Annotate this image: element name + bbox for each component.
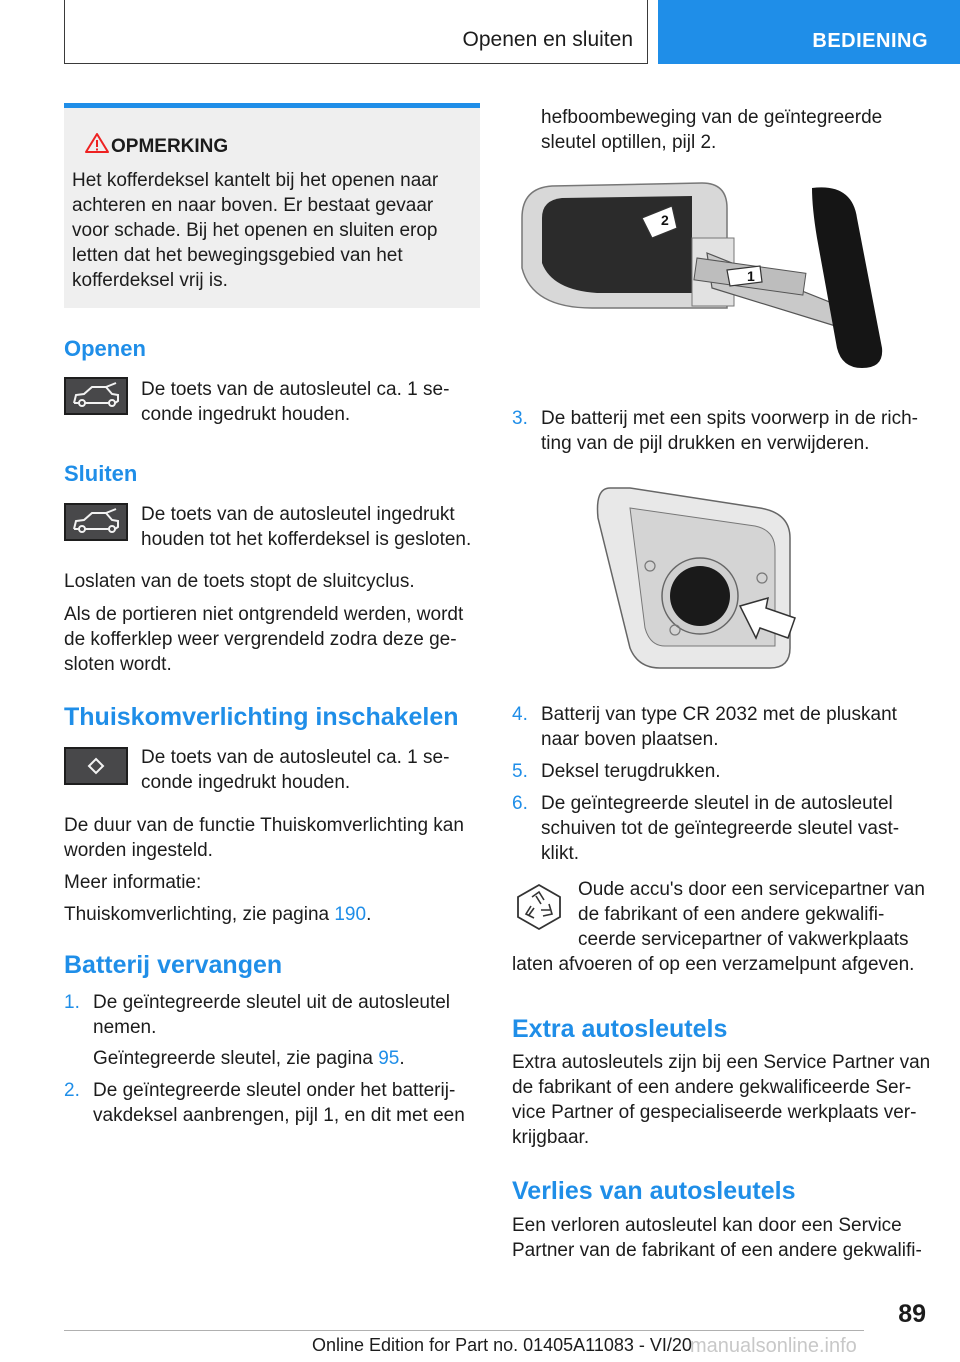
page-number: 89	[898, 1300, 926, 1328]
step-number: 1.	[64, 992, 80, 1013]
thuis-p2: Meer informatie:	[64, 872, 202, 893]
thuis-line1: De toets van de autosleutel ca. 1 se-	[141, 747, 450, 768]
header-title: Openen en sluiten	[462, 28, 633, 51]
thuis-ref-text: Thuiskomverlichting, zie pagina	[64, 904, 335, 925]
sluiten-p2: Als de portieren niet ontgrendeld werden, wordt de kofferklep weer vergrendeld zodra deze ge-sloten wordt.	[64, 604, 464, 675]
thuis-heading: Thuiskomverlichting inschakelen	[64, 703, 459, 731]
note-text: Het kofferdeksel kantelt bij het openen naar achteren en naar boven. Er bestaat gevaar voor schade. Bij het openen en sluiten erop letten dat het bewegingsgebied van het kofferdeksel vrij is.	[72, 170, 439, 291]
step-text: De geïntegreerde sleutel in de autosleutel schuiven tot de geïntegreerde sleutel vast-klikt.	[541, 793, 900, 864]
sluiten-p1: Loslaten van de toets stopt de sluitcyclus.	[64, 571, 415, 592]
note-label: OPMERKING	[111, 136, 229, 157]
openen-line2: conde ingedrukt houden.	[141, 404, 351, 425]
trunk-key-button-icon	[64, 377, 128, 415]
arrow-label: 2	[661, 212, 669, 228]
thuis-ref-suffix: .	[366, 904, 372, 925]
step1-ref-link[interactable]: 95	[378, 1048, 400, 1069]
step-number: 5.	[512, 761, 528, 782]
batterij-heading: Batterij vervangen	[64, 951, 283, 979]
step-number: 6.	[512, 793, 528, 814]
step-text: Deksel terugdrukken.	[541, 761, 721, 782]
note-box	[64, 103, 480, 308]
step-text: Batterij van type CR 2032 met de pluskant naar boven plaatsen.	[541, 704, 897, 750]
step1-ref	[93, 1046, 405, 1071]
sluiten-heading: Sluiten	[64, 461, 138, 486]
battery-removal-illustration	[590, 478, 820, 678]
step2-continuation: hefboombeweging van de geïntegreerde sleutel optillen, pijl 2.	[541, 107, 883, 153]
thuis-ref	[64, 902, 371, 927]
key-removal-illustration	[512, 178, 912, 378]
openen-line1: De toets van de autosleutel ca. 1 se-	[141, 379, 450, 400]
header-title-box	[64, 0, 648, 64]
verlies-heading: Verlies van autosleutels	[512, 1177, 796, 1205]
step-text: De geïntegreerde sleutel onder het batterij-vakdeksel aanbrengen, pijl 1, en dit met een	[93, 1080, 465, 1126]
thuis-line2: conde ingedrukt houden.	[141, 772, 351, 793]
thuis-ref-link[interactable]: 190	[334, 904, 367, 925]
extra-heading: Extra autosleutels	[512, 1015, 728, 1043]
openen-heading: Openen	[64, 336, 146, 361]
thuis-p1: De duur van de functie Thuiskomverlichting kan worden ingesteld.	[64, 815, 464, 861]
step1-ref-text: Geïntegreerde sleutel, zie pagina	[93, 1048, 379, 1069]
arrow-label: 1	[747, 268, 755, 284]
sluiten-line2: houden tot het kofferdeksel is gesloten.	[141, 529, 472, 550]
step-text: De batterij met een spits voorwerp in de rich-ting van de pijl drukken en verwijderen.	[541, 408, 918, 454]
header-section-tab	[658, 0, 960, 64]
recycle-text: Oude accu's door een servicepartner van de fabrikant of een andere gekwalifi-ceerde servicepartner of vakwerkplaats	[578, 879, 925, 950]
footer-watermark: manualsonline.info	[690, 1335, 857, 1357]
step-number: 4.	[512, 704, 528, 725]
step-text: De geïntegreerde sleutel uit de autosleutel nemen.	[93, 992, 451, 1038]
warning-icon	[84, 132, 110, 154]
step1-ref-suffix: .	[399, 1048, 405, 1069]
recycle-tail: laten afvoeren of op een verzamelpunt afgeven.	[512, 954, 915, 975]
footer-edition: Online Edition for Part no. 01405A11083 - VI/20	[312, 1335, 692, 1355]
verlies-text: Een verloren autosleutel kan door een Service Partner van de fabrikant of een andere gekwalifi-	[512, 1215, 922, 1261]
sluiten-line1: De toets van de autosleutel ingedrukt	[141, 504, 455, 525]
footer-divider	[64, 1330, 864, 1331]
header-section-label: BEDIENING	[812, 30, 928, 52]
step-number: 2.	[64, 1080, 80, 1101]
trunk-key-button-icon	[64, 503, 128, 541]
light-key-button-icon	[64, 747, 128, 785]
extra-text: Extra autosleutels zijn bij een Service Partner van de fabrikant of een andere gekwalificeerde Ser-vice Partner of gespecialiseerde werkplaats ver-krijgbaar.	[512, 1052, 931, 1148]
step-number: 3.	[512, 408, 528, 429]
recycle-icon	[514, 882, 564, 932]
